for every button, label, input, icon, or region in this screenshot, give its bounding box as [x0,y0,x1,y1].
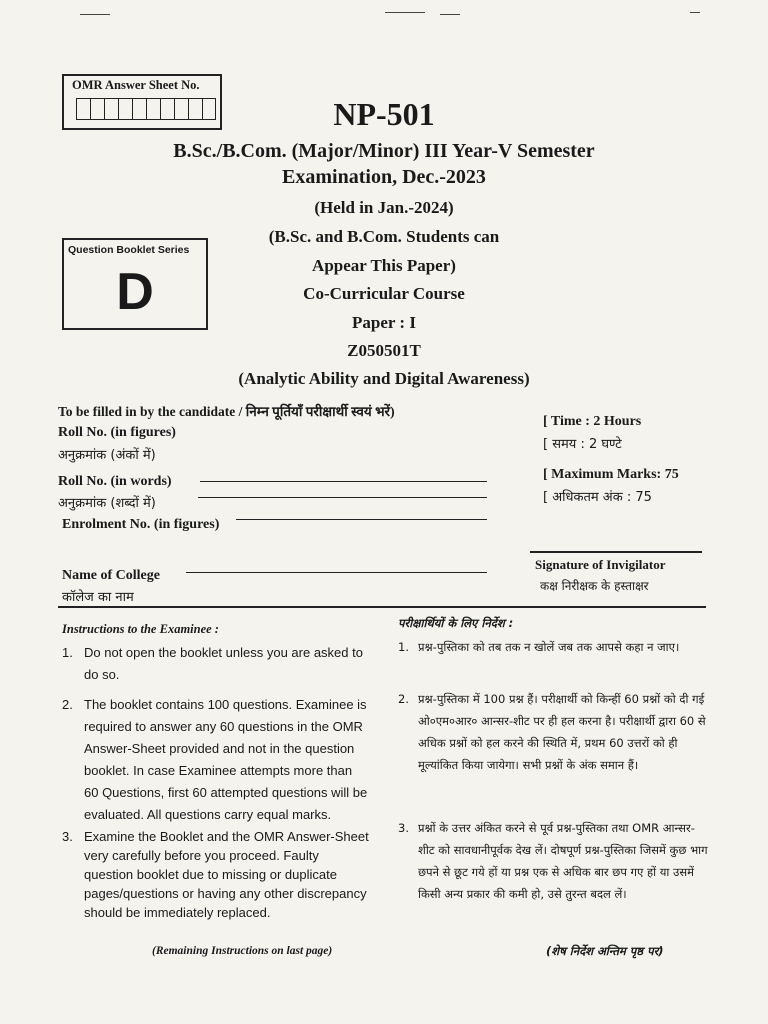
time-label-hi: [ समय : 2 घण्टे [543,437,622,452]
instruction-text: Examine the Booklet and the OMR Answer-Sheet very carefully before you proceed. Faulty question booklet due to missing or duplicate pages/questions or having any other discrepancy should be immediately replaced. [84,829,369,920]
college-field[interactable] [186,572,487,573]
roll-words-label-hi: अनुक्रमांक (शब्दों में) [58,496,156,511]
booklet-series-box [62,238,208,330]
instruction-text: The booklet contains 100 questions. Examinee is required to answer any 60 questions in the OMR Answer-Sheet provided and not in the question booklet. In case Examinee attempts more than 60 Questions, first 60 attempted questions will be evaluated. All questions carry equal marks. [84,697,368,822]
instruction-item [62,827,376,939]
instructions-en-title: Instructions to the Examinee : [62,622,219,636]
max-marks-label: [ Maximum Marks: 75 [543,467,679,482]
omr-label: OMR Answer Sheet No. [72,78,200,92]
max-marks-label-hi: [ अधिकतम अंक : 75 [543,490,652,505]
invigilator-label-hi: कक्ष निरीक्षक के हस्ताक्षर [540,579,649,593]
section-divider [58,606,706,608]
remaining-instructions-en: (Remaining Instructions on last page) [152,945,333,957]
instruction-item-hi [398,636,710,682]
booklet-series-label: Question Booklet Series [68,244,190,256]
invigilator-line [530,551,702,553]
paper-number: Paper : I [352,313,416,332]
instruction-item [62,642,376,686]
instruction-number-hi: 2. [398,692,409,706]
exam-title: Examination, Dec.-2023 [282,166,486,188]
instructions-hi-title: परीक्षार्थियों के लिए निर्देश : [398,616,514,630]
students-note-2: Appear This Paper) [312,256,456,275]
enrolment-field[interactable] [236,519,487,520]
instruction-item-hi [398,688,710,808]
invigilator-label: Signature of Invigilator [535,557,666,572]
instruction-text: Do not open the booklet unless you are asked to do so. [84,645,363,682]
course-type: Co-Curricular Course [303,284,465,303]
students-note-1: (B.Sc. and B.Com. Students can [268,227,500,246]
roll-figures-label-hi: अनुक्रमांक (अंकों में) [58,448,156,463]
remaining-instructions-hi: (शेष निर्देश अन्तिम पृष्ठ पर) [546,944,664,958]
instruction-item-hi [398,817,710,933]
course-title: B.Sc./B.Com. (Major/Minor) III Year-V Semester [173,140,595,162]
time-label: [ Time : 2 Hours [543,414,642,429]
paper-code: NP-501 [333,96,435,132]
subject-name: (Analytic Ability and Digital Awareness) [238,369,530,388]
roll-words-label: Roll No. (in words) [58,474,172,489]
booklet-series-letter: D [116,263,154,321]
candidate-intro: To be filled in by the candidate / निम्न पूर्तियाँ परीक्षार्थी स्वयं भरें) [58,404,395,419]
instruction-number: 2. [62,697,73,712]
college-label-hi: कॉलेज का नाम [62,590,134,605]
instruction-text-hi: प्रश्न-पुस्तिका को तब तक न खोलें जब तक आपसे कहा न जाए। [418,640,680,654]
enrolment-label: Enrolment No. (in figures) [62,517,220,532]
instruction-number: 3. [62,829,73,844]
instruction-item [62,694,376,824]
instruction-text-hi: प्रश्न-पुस्तिका में 100 प्रश्न हैं। परीक्षार्थी को किन्हीं 60 प्रश्नों को दी गई ओ०एम०आर० आन्सर-शीट पर ही हल करना है। परीक्षार्थी द्वारा 60 से अधिक प्रश्नों को हल करने की स्थिति में, प्रथम 60 उत्तरों को ही मूल्यांकित किया जायेगा। सभी प्रश्नों के अंक समान हैं। [418,692,706,772]
instruction-number: 1. [62,645,73,660]
subject-code: Z050501T [347,341,421,360]
roll-figures-label: Roll No. (in figures) [58,425,176,440]
roll-words-field[interactable] [200,481,487,482]
instruction-text-hi: प्रश्नों के उत्तर अंकित करने से पूर्व प्रश्न-पुस्तिका तथा OMR आन्सर-शीट को सावधानीपूर्वक देख लें। दोषपूर्ण प्रश्न-पुस्तिका जिसमें कुछ भाग छपने से छूट गये हों या प्रश्न एक से अधिक बार छप गए हों या उसमें किसी अन्य प्रकार की कमी हो, उसे तुरन्त बदल लें। [418,821,708,901]
instruction-number-hi: 1. [398,640,409,654]
roll-words-field-2[interactable] [198,497,487,498]
college-label: Name of College [62,568,160,583]
instruction-number-hi: 3. [398,821,409,835]
held-date: (Held in Jan.-2024) [314,198,454,217]
